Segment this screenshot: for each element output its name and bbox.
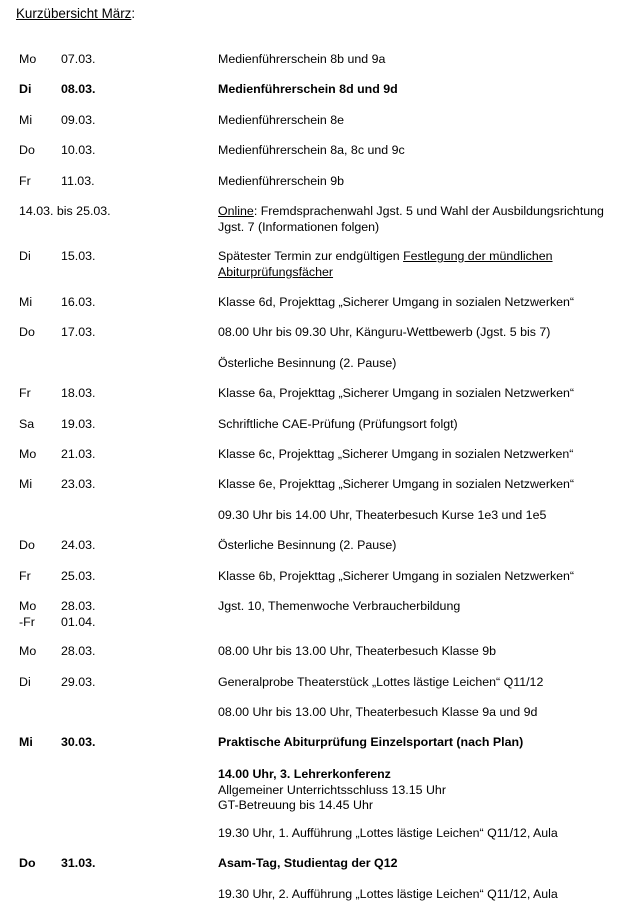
event-line: 08.00 Uhr bis 13.00 Uhr, Theaterbesuch Klasse 9b (218, 644, 497, 658)
day-label: Mo (19, 644, 37, 658)
event-text (218, 447, 613, 463)
event-line: 19.30 Uhr, 1. Aufführung „Lottes lästige Leichen“ Q11/12, Aula (218, 826, 558, 840)
date-label-2: 01.04. (61, 614, 96, 629)
date-label: 17.03. (61, 325, 96, 339)
event-line: GT-Betreuung bis 14.45 Uhr (218, 798, 373, 812)
day-label: Fr (19, 386, 31, 400)
date-label: 19.03. (61, 417, 96, 431)
event-line: Medienführerschein 8e (218, 113, 345, 127)
event-text (218, 644, 613, 660)
event-text (218, 52, 613, 68)
date-range: 14.03. bis 25.03. (19, 204, 111, 218)
event-line: Schriftliche CAE-Prüfung (Prüfungsort folgt) (218, 417, 458, 431)
event-text (218, 767, 613, 814)
event-text-part: : Fremdsprachenwahl Jgst. 5 und Wahl der Ausbildungsrichtung Jgst. 7 (Informationen folgen) (218, 204, 604, 234)
day-label: Di (19, 82, 32, 96)
event-line: Praktische Abiturprüfung Einzelsportart (nach Plan) (218, 735, 524, 749)
event-text (218, 508, 613, 524)
date-label: 31.03. (61, 856, 96, 870)
event-line: Österliche Besinnung (2. Pause) (218, 538, 397, 552)
event-text-underlined: Festlegung der mündlichen Abiturprüfungsfächer (218, 249, 553, 279)
day-label: Do (19, 143, 35, 157)
event-text (218, 599, 613, 615)
event-text (218, 887, 613, 903)
day-label: Di (19, 675, 31, 689)
date-label: 29.03. (61, 675, 96, 689)
event-text (218, 569, 613, 585)
day-label: Mi (19, 735, 33, 749)
event-line: Klasse 6d, Projekttag „Sicherer Umgang in sozialen Netzwerken“ (218, 295, 575, 309)
day-label: Mi (19, 113, 33, 127)
event-line: Medienführerschein 9b (218, 174, 345, 188)
event-text (218, 538, 613, 554)
event-line: 08.00 Uhr bis 13.00 Uhr, Theaterbesuch Klasse 9a und 9d (218, 705, 538, 719)
event-text (218, 705, 613, 721)
event-line: Jgst. 10, Themenwoche Verbraucherbildung (218, 599, 461, 613)
event-text (218, 82, 613, 98)
event-text (218, 477, 613, 493)
date-label: 10.03. (61, 143, 96, 157)
day-label: Di (19, 249, 31, 263)
date-label: 08.03. (61, 82, 96, 96)
event-line: Österliche Besinnung (2. Pause) (218, 356, 397, 370)
title-colon: : (131, 6, 136, 21)
day-label: Do (19, 325, 35, 339)
day-label: Mi (19, 477, 33, 491)
event-line: Medienführerschein 8b und 9a (218, 52, 386, 66)
event-line: Allgemeiner Unterrichtsschluss 13.15 Uhr (218, 782, 446, 797)
event-line: Generalprobe Theaterstück „Lottes lästige Leichen“ Q11/12 (218, 675, 544, 689)
day-label: Mo (19, 447, 37, 461)
date-label: 28.03. (61, 644, 96, 658)
event-text (218, 675, 613, 691)
event-text (218, 356, 613, 372)
event-line: Klasse 6b, Projekttag „Sicherer Umgang in sozialen Netzwerken“ (218, 569, 575, 583)
event-line: Klasse 6c, Projekttag „Sicherer Umgang in sozialen Netzwerken“ (218, 447, 574, 461)
date-label: 24.03. (61, 538, 96, 552)
day-label: Fr (19, 569, 31, 583)
day-label: Do (19, 856, 36, 870)
event-text-part: Spätester Termin zur endgültigen (218, 249, 404, 263)
day-label: Do (19, 538, 35, 552)
day-label: Fr (19, 174, 31, 188)
event-line: Klasse 6a, Projekttag „Sicherer Umgang in sozialen Netzwerken“ (218, 386, 575, 400)
date-label: 11.03. (61, 174, 95, 188)
event-text (218, 143, 613, 159)
event-text (218, 417, 613, 433)
event-line: 19.30 Uhr, 2. Aufführung „Lottes lästige Leichen“ Q11/12, Aula (218, 887, 558, 901)
page-title (16, 6, 135, 21)
day-label: Mo -Fr (19, 599, 37, 629)
date-label: 07.03. (61, 52, 96, 66)
date-label: 28.03. 01.04. (61, 599, 96, 629)
event-line: 14.00 Uhr, 3. Lehrerkonferenz (218, 767, 391, 781)
event-text (218, 174, 613, 190)
event-text (218, 735, 613, 751)
event-text (218, 295, 613, 311)
event-text (218, 826, 613, 842)
date-label: 18.03. (61, 386, 96, 400)
date-label: 09.03. (61, 113, 96, 127)
event-text (218, 204, 613, 235)
date-label: 16.03. (61, 295, 96, 309)
day-label: Sa (19, 417, 35, 431)
date-label: 15.03. (61, 249, 96, 263)
event-line: Asam-Tag, Studientag der Q12 (218, 856, 398, 870)
title-text: Kurzübersicht März (16, 6, 132, 21)
event-text (218, 386, 613, 402)
date-label: 30.03. (61, 735, 96, 749)
day-label: Mi (19, 295, 33, 309)
day-label: Mo (19, 52, 37, 66)
event-line: Medienführerschein 8d und 9d (218, 82, 398, 96)
event-text (218, 113, 613, 129)
event-line: Klasse 6e, Projekttag „Sicherer Umgang in sozialen Netzwerken“ (218, 477, 575, 491)
event-line: Medienführerschein 8a, 8c und 9c (218, 143, 405, 157)
day-label-2: -Fr (19, 614, 35, 629)
event-text (218, 325, 613, 341)
date-label: 25.03. (61, 569, 96, 583)
date-label: 21.03. (61, 447, 96, 461)
event-text (218, 856, 613, 872)
date-label: 23.03. (61, 477, 96, 491)
event-line: 09.30 Uhr bis 14.00 Uhr, Theaterbesuch Kurse 1e3 und 1e5 (218, 508, 547, 522)
event-text (218, 249, 613, 280)
event-text-underlined: Online (218, 204, 254, 218)
event-line: 08.00 Uhr bis 09.30 Uhr, Känguru-Wettbewerb (Jgst. 5 bis 7) (218, 325, 551, 339)
